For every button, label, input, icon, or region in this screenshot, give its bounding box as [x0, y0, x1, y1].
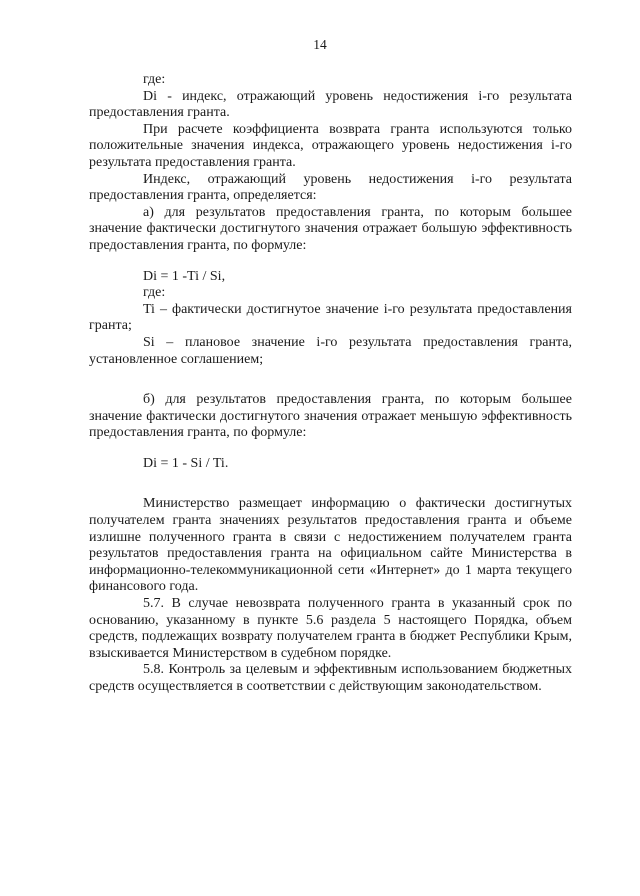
formula-a: Di = 1 -Ti / Si,: [143, 268, 226, 284]
formula-b: Di = 1 - Si / Ti.: [143, 455, 229, 471]
di-definition: Di - индекс, отражающий уровень недостижения i-го результата предоставления гранта.: [89, 88, 572, 121]
ti-definition: Ti – фактически достигнутое значение i-го результата предоставления гранта;: [89, 301, 572, 334]
page-number: 14: [313, 37, 327, 52]
spacer: [89, 255, 572, 269]
si-definition: Si – плановое значение i-го результата предоставления гранта, установленное соглашением;: [89, 334, 572, 367]
where-label-2: где:: [143, 285, 166, 301]
index-definition: Индекс, отражающий уровень недостижения i-го результата предоставления гранта, определяется:: [89, 171, 572, 204]
spacer: [89, 368, 572, 392]
spacer: [89, 442, 572, 456]
clause-5-8: 5.8. Контроль за целевым и эффективным использованием бюджетных средств осуществляется в соответствии с действующим законодательством.: [89, 662, 572, 694]
ministry-info-paragraph: Министерство размещает информацию о фактически достигнутых получателем гранта значениях результатов предоставления гранта и объеме излишне полученного гранта в связи с недостижением получателем гранта результатов предоставления гранта на официальном сайте Министерства в информационно-телекоммуникационной сети «Интернет» до 1 марта текущего финансового года.: [89, 496, 572, 595]
case-b-paragraph: б) для результатов предоставления гранта, по которым большее значение фактически достигнутого значения отражает меньшую эффективность предоставления гранта, по формуле:: [89, 392, 572, 441]
where-label-1: где:: [143, 72, 166, 87]
case-a-paragraph: а) для результатов предоставления гранта, по которым большее значение фактически достигнутого значения отражает большую эффективность предоставления гранта, по формуле:: [89, 204, 572, 253]
document-body: [89, 72, 572, 696]
calculation-note: При расчете коэффициента возврата гранта используются только положительные значения индекса, отражающего уровень недостижения i-го результата предоставления гранта.: [89, 121, 572, 170]
clause-5-7: 5.7. В случае невозврата полученного гранта в указанный срок по основанию, указанному в пункте 5.6 раздела 5 настоящего Порядка, объем средств, подлежащих возврату получателем гранта в бюджет Республики Крым, взыскивается Министерством в судебном порядке.: [89, 596, 572, 661]
spacer: [89, 472, 572, 496]
